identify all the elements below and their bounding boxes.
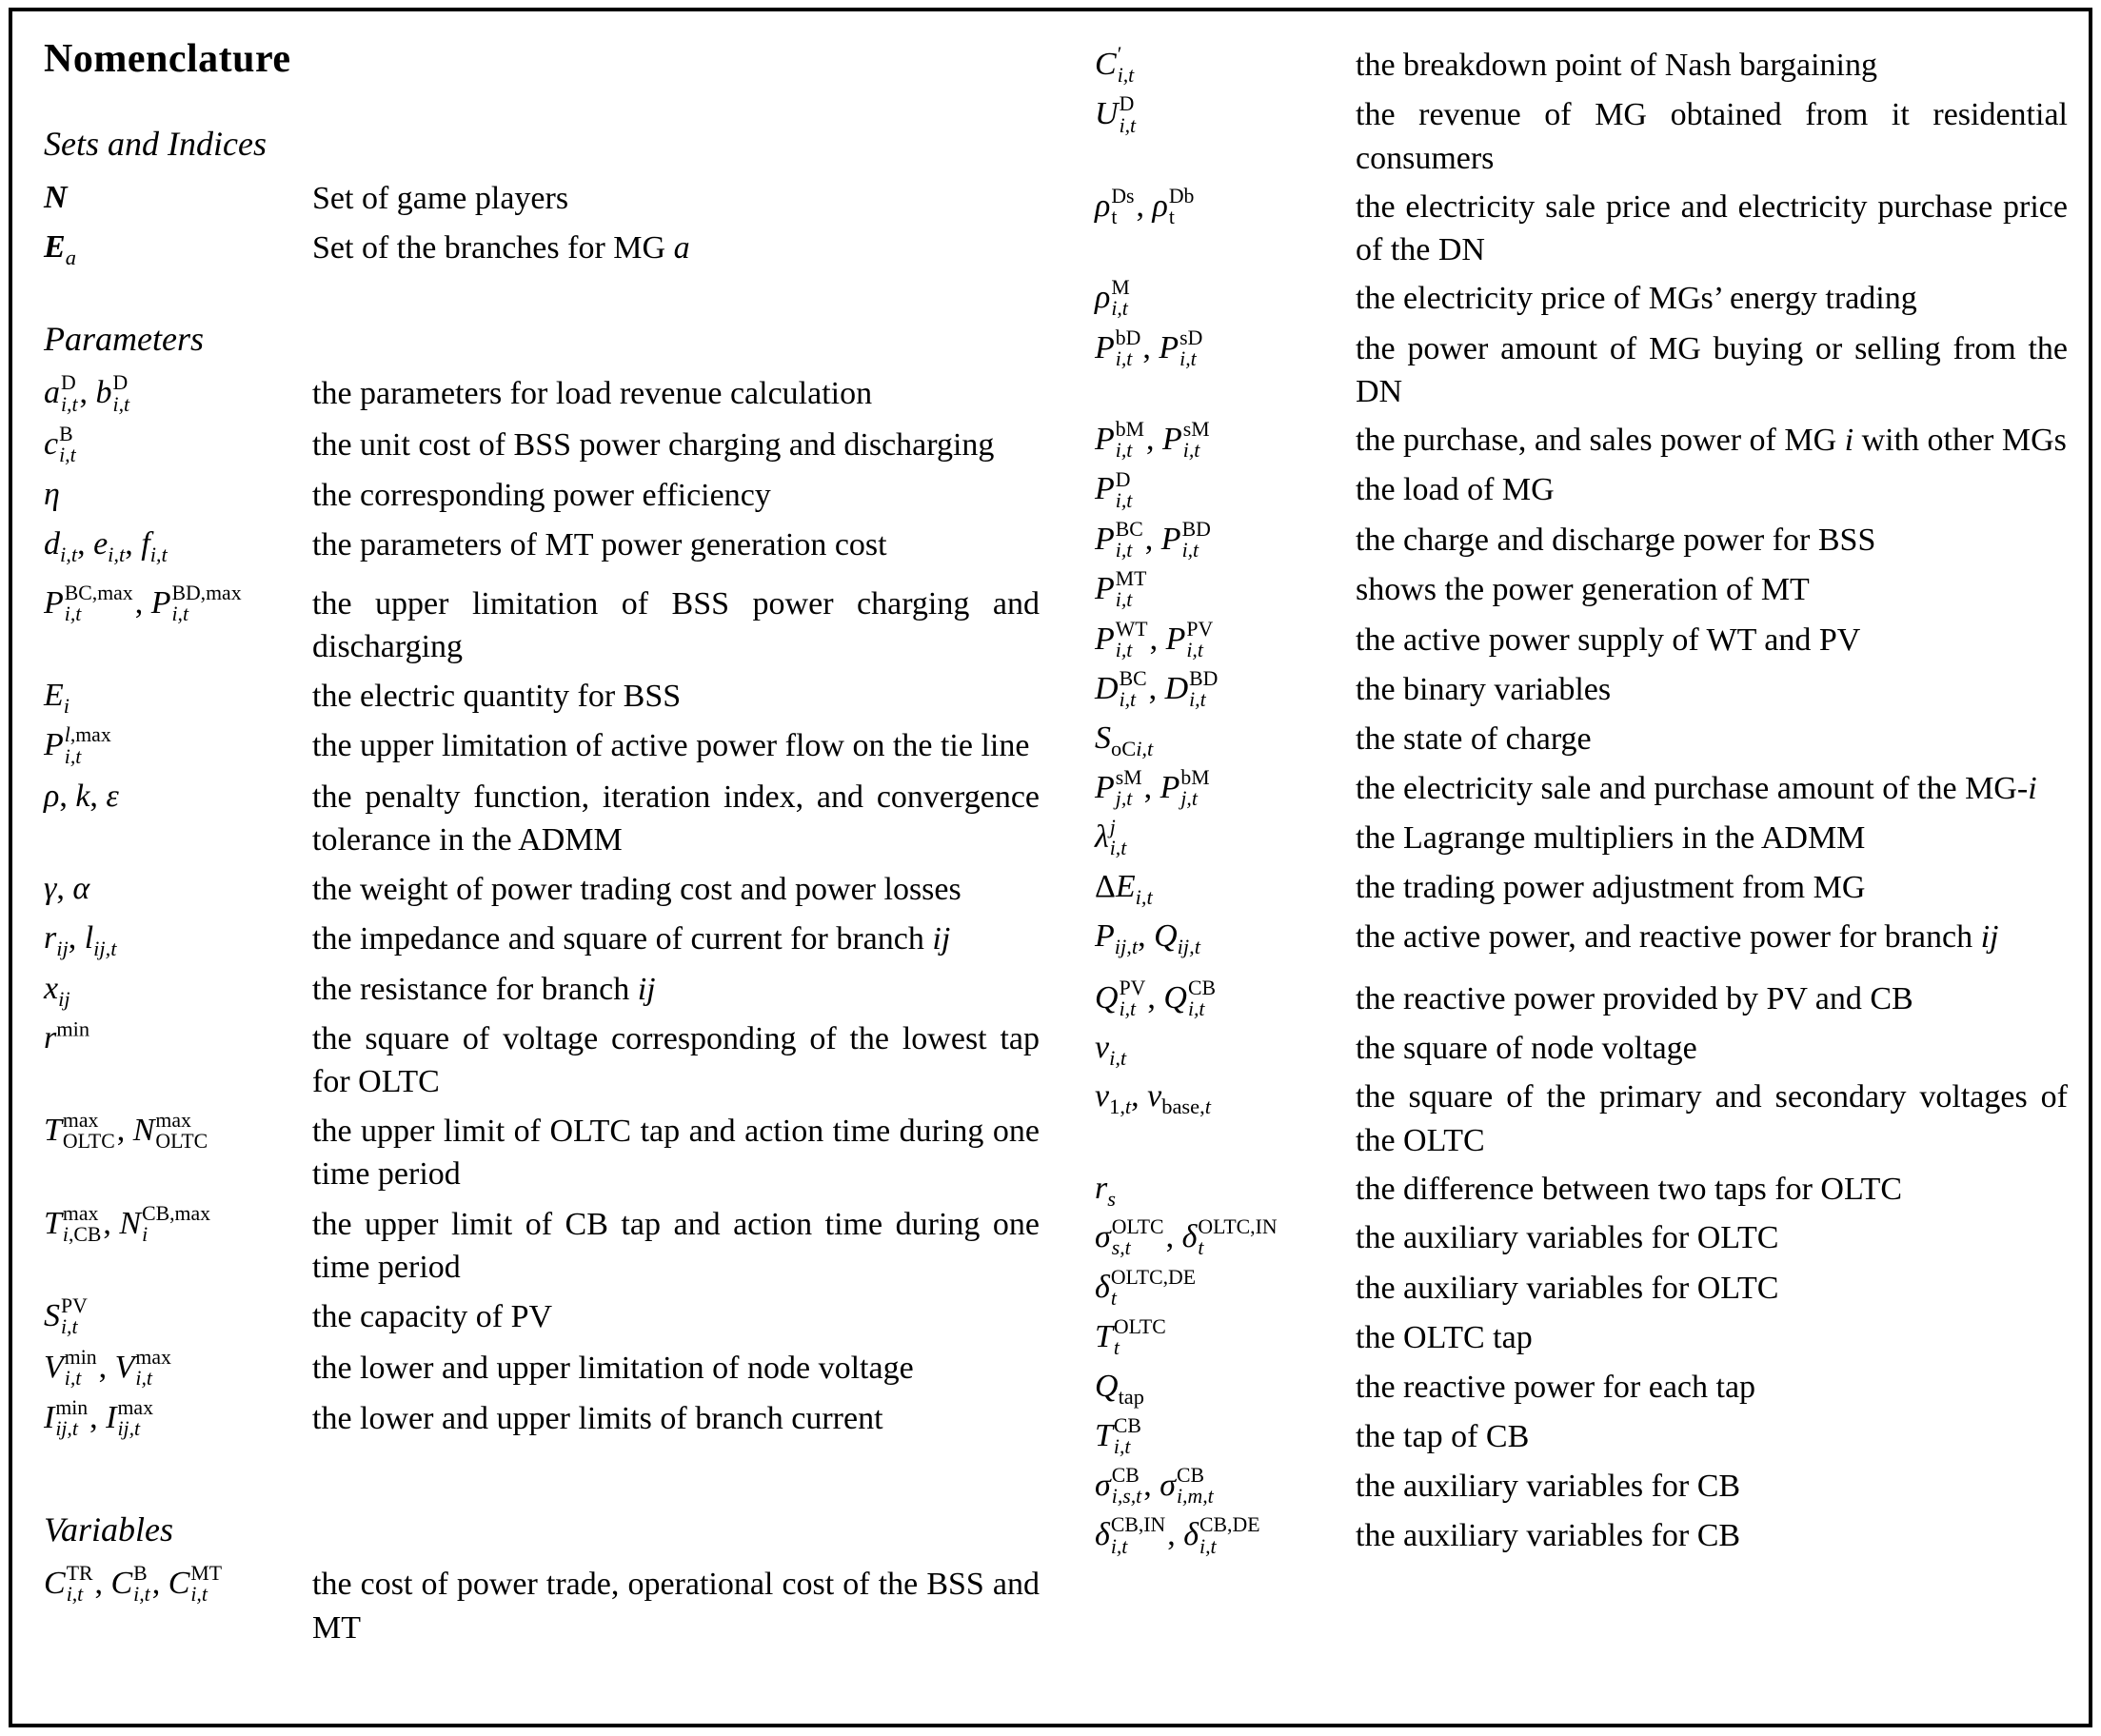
entry-definition: the unit cost of BSS power charging and discharging [312,426,995,463]
entry-definition: the lower and upper limits of branch current [312,1400,883,1436]
nomenclature-entry [1095,186,2068,271]
entry-symbol: $x_{ij}$ [44,970,70,1011]
entry-symbol: $E_a$ [44,229,76,270]
entry-symbol: P BC i,t , P BD i,t [1095,517,1211,562]
nomenclature-entry [1095,718,2068,760]
entry-definition: the square of node voltage [1356,1031,1697,1067]
nomenclature-entry [1095,1027,2068,1070]
entry-definition: the electricity price of MGs’ energy trading [1356,281,1917,317]
nomenclature-entry [44,1017,1040,1103]
entry-definition: the weight of power trading cost and power losses [312,872,961,908]
entry-symbol: $S_{oCi,t}$ [1095,720,1154,761]
entry-symbol: $v_{1,t}$, $v_{base,t}$ [1095,1078,1211,1119]
nomenclature-entry [1095,916,2068,958]
nomenclature-entry [44,1203,1040,1289]
entry-definition: the square of voltage corresponding of the lowest tap for OLTC [312,1020,1040,1100]
nomenclature-entry [44,1295,1040,1339]
entry-symbol: C ′ i,t [1095,43,1135,88]
entry-definition: the upper limitation of BSS power charging and discharging [312,585,1040,664]
section-heading: Variables [44,1510,174,1549]
entry-symbol: U D i,t [1095,92,1137,137]
nomenclature-entry [1095,619,2068,662]
section-sets-and-indices [44,124,1040,269]
entry-symbol: $r_{ij}$, $l_{ij,t}$ [44,920,117,961]
left-sections [44,124,1040,1649]
entry-definition: the resistance for branch ij [312,971,656,1007]
nomenclature-entry [44,1397,1040,1441]
entry-symbol: $v_{i,t}$ [1095,1030,1127,1071]
entry-symbol: P l,max i,t [44,723,111,768]
entry-definition: the Lagrange multipliers in the ADMM [1356,820,1866,857]
section-heading: Sets and Indices [44,125,267,163]
entry-definition: the parameters of MT power generation cost [312,527,887,563]
entry-symbol: T OLTC t [1095,1314,1166,1360]
left-column [44,29,1040,1656]
entry-definition: the auxiliary variables for OLTC [1356,1220,1779,1256]
entry-symbol: σ CB i,s,t , σ CB i,m,t [1095,1463,1214,1509]
entry-symbol: P BC,max i,t , P BD,max i,t [44,581,242,625]
nomenclature-entry [44,1563,1040,1648]
entry-symbol: γ, α [44,871,90,907]
right-entries [1095,44,2068,1559]
entry-symbol: $Q_{tap}$ [1095,1369,1144,1410]
nomenclature-entry [44,1110,1040,1195]
entry-definition: Set of the branches for MG a [312,230,690,266]
entry-symbol: δ CB,IN i,t , δ CB,DE i,t [1095,1513,1260,1558]
nomenclature-entry [1095,327,2068,413]
entry-symbol: σ OLTC s,t , δ OLTC,IN t [1095,1215,1278,1260]
entry-definition: the auxiliary variables for OLTC [1356,1270,1779,1306]
entry-symbol: C TR i,t , C B i,t , C MT i,t [44,1562,223,1607]
nomenclature-entry [1095,1514,2068,1558]
entry-symbol: ρ, k, ε [44,778,119,814]
entry-symbol: $P_{ij,t}$, $Q_{ij,t}$ [1095,917,1200,958]
entry-definition: the cost of power trade, operational cost of the BSS and MT [312,1567,1040,1646]
entry-definition: the OLTC tap [1356,1319,1533,1355]
nomenclature-entry [1095,44,2068,88]
nomenclature-entry [1095,1075,2068,1161]
entry-symbol: c B i,t [44,422,76,467]
nomenclature-entry [1095,1465,2068,1509]
nomenclature-entry [1095,1316,2068,1360]
entry-symbol: T CB i,t [1095,1413,1141,1458]
entry-symbol: ρ Ds t , ρ Db t [1095,184,1195,229]
entry-definition: the difference between two taps for OLTC [1356,1171,1903,1207]
nomenclature-entry [44,968,1040,1011]
entry-symbol: P bD i,t , P sD i,t [1095,326,1203,370]
entry-definition: the electricity sale price and electricity purchase price of the DN [1356,188,2068,268]
entry-symbol: $E_i$ [44,678,70,718]
entry-definition: the active power supply of WT and PV [1356,621,1861,658]
entry-symbol: P bM i,t , P sM i,t [1095,418,1210,463]
entry-symbol: V min i,t , V max i,t [44,1345,171,1390]
entry-definition: the square of the primary and secondary voltages of the OLTC [1356,1079,2068,1158]
entry-symbol: a D i,t , b D i,t [44,371,130,416]
entry-definition: the reactive power for each tap [1356,1370,1756,1406]
entry-symbol: P WT i,t , P PV i,t [1095,617,1214,661]
entry-symbol: D BC i,t , D BD i,t [1095,667,1219,712]
nomenclature-entry [1095,468,2068,512]
nomenclature-entry [1095,1267,2068,1311]
entry-definition: the purchase, and sales power of MG i with other MGs [1356,423,2067,459]
entry-definition: shows the power generation of MT [1356,572,1810,608]
entry-symbol: S PV i,t [44,1294,88,1339]
entry-symbol: $r_s$ [1095,1170,1116,1211]
entry-symbol: P sM j,t , P bM j,t [1095,765,1210,810]
nomenclature-entry [44,1347,1040,1391]
entry-symbol: I min ij,t , I max ij,t [44,1395,153,1441]
nomenclature-entry [1095,519,2068,562]
nomenclature-entry [1095,817,2068,860]
entry-symbol: λ j i,t [1095,816,1127,860]
nomenclature-entry [1095,866,2068,909]
entry-definition: the auxiliary variables for CB [1356,1518,1741,1554]
entry-symbol: $r^{min}$ [44,1016,90,1055]
nomenclature-entry [1095,277,2068,321]
entry-symbol: P D i,t [1095,467,1133,512]
section-variables [44,1509,1040,1648]
nomenclature-entry [1095,668,2068,712]
nomenclature-entry [1095,419,2068,463]
entry-definition: the binary variables [1356,672,1612,708]
nomenclature-entry [1095,1168,2068,1211]
section-parameters [44,319,1040,1441]
nomenclature-title: Nomenclature [44,37,291,81]
entry-symbol: $\Delta E_{i,t}$ [1095,869,1153,910]
entry-definition: the penalty function, iteration index, and convergence tolerance in the ADMM [312,779,1040,858]
entry-definition: the revenue of MG obtained from it residential consumers [1356,97,2068,176]
nomenclature-entry [44,372,1040,416]
entry-definition: Set of game players [312,181,569,216]
entry-definition: the charge and discharge power for BSS [1356,522,1876,558]
nomenclature-entry [1095,1366,2068,1409]
entry-definition: the reactive power provided by PV and CB [1356,980,1913,1016]
entry-definition: the active power, and reactive power for branch ij [1356,918,1999,955]
nomenclature-entry [44,474,1040,517]
nomenclature-entry [1095,568,2068,612]
entry-definition: the load of MG [1356,472,1555,508]
entry-definition: the trading power adjustment from MG [1356,870,1866,906]
nomenclature-entry [44,724,1040,768]
nomenclature-entry [44,227,1040,269]
nomenclature-entry [1095,1415,2068,1459]
nomenclature-entry [44,582,1040,668]
entry-definition: the auxiliary variables for CB [1356,1468,1741,1504]
nomenclature-entry [1095,93,2068,179]
nomenclature-entry [1095,977,2068,1021]
entry-symbol: η [44,477,60,513]
nomenclature-entry [44,675,1040,718]
nomenclature-entry [1095,1216,2068,1260]
entry-definition: the electricity sale and purchase amount of the MG-i [1356,770,2037,806]
entry-symbol: P MT i,t [1095,567,1147,612]
nomenclature-entry [44,776,1040,861]
right-column [1095,29,2068,1656]
nomenclature-entry [44,523,1040,566]
nomenclature-entry [44,177,1040,220]
entry-definition: the corresponding power efficiency [312,478,771,514]
entry-definition: the upper limitation of active power flow on the tie line [312,728,1030,764]
entry-symbol: δ OLTC,DE t [1095,1265,1197,1310]
section-heading: Parameters [44,320,204,359]
entry-symbol: $d_{i,t}$, $e_{i,t}$, $f_{i,t}$ [44,526,168,567]
nomenclature-entry [44,424,1040,467]
entry-definition: the parameters for load revenue calculation [312,376,873,412]
entry-definition: the state of charge [1356,721,1592,758]
entry-definition: the lower and upper limitation of node voltage [312,1350,914,1386]
entry-definition: the power amount of MG buying or selling from the DN [1356,330,2068,409]
entry-symbol: T max i,CB , N CB,max i [44,1201,211,1246]
entry-definition: the capacity of PV [312,1299,553,1335]
nomenclature-content [44,29,2068,1656]
entry-definition: the impedance and square of current for branch ij [312,921,951,957]
nomenclature-entry [44,917,1040,960]
entry-definition: the upper limit of CB tap and action time during one time period [312,1206,1040,1285]
entry-symbol: N [44,180,68,215]
entry-symbol: T max OLTC , N max OLTC [44,1109,208,1154]
entry-symbol: Q PV i,t , Q CB i,t [1095,976,1216,1021]
nomenclature-entry [44,868,1040,911]
entry-definition: the breakdown point of Nash bargaining [1356,48,1877,83]
entry-definition: the electric quantity for BSS [312,679,682,715]
entry-definition: the tap of CB [1356,1418,1530,1454]
entry-symbol: ρ M i,t [1095,276,1130,321]
nomenclature-entry [1095,767,2068,811]
entry-definition: the upper limit of OLTC tap and action time during one time period [312,1114,1040,1193]
